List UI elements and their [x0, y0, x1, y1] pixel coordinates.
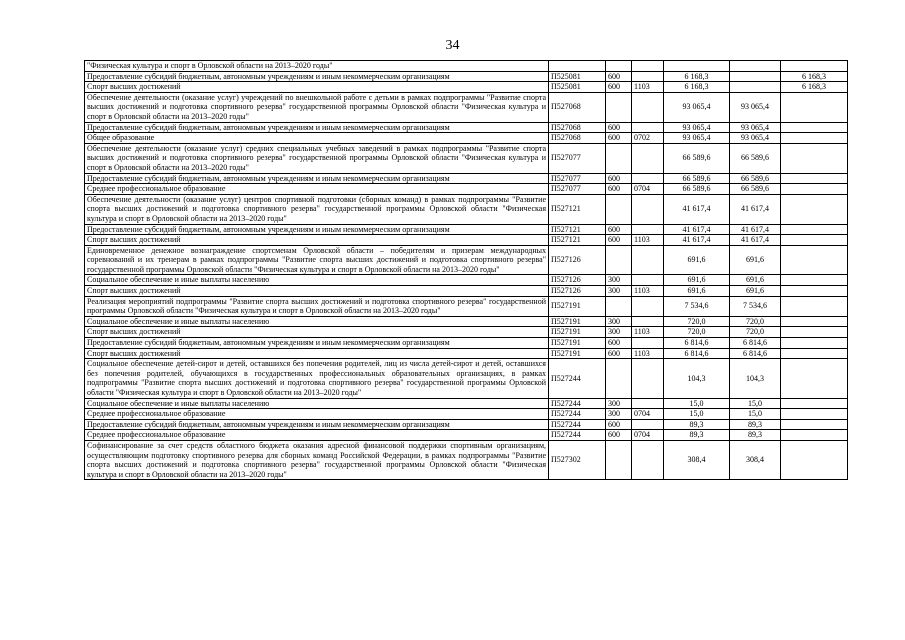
amount-own-funds-cell: 41 617,4: [730, 224, 781, 235]
section-code-cell: 0702: [632, 133, 664, 144]
table-row: [85, 173, 848, 184]
expense-type-cell: 600: [606, 122, 632, 133]
amount-own-funds-cell: 691,6: [730, 286, 781, 297]
amount-own-funds-cell: 7 534,6: [730, 296, 781, 316]
table-row: [85, 275, 848, 286]
target-code-cell: П527121: [549, 235, 606, 246]
amount-federal-funds-cell: [781, 348, 848, 359]
section-code-cell: 0704: [632, 430, 664, 441]
section-code-cell: [632, 398, 664, 409]
amount-total-cell: 93 065,4: [664, 92, 730, 122]
section-code-cell: 1103: [632, 286, 664, 297]
amount-own-funds-cell: 691,6: [730, 245, 781, 275]
row-name-cell: Среднее профессиональное образование: [85, 409, 549, 420]
amount-total-cell: 6 168,3: [664, 71, 730, 82]
amount-total-cell: 15,0: [664, 398, 730, 409]
target-code-cell: П527126: [549, 275, 606, 286]
amount-total-cell: 66 589,6: [664, 143, 730, 173]
amount-federal-funds-cell: [781, 224, 848, 235]
expense-type-cell: 600: [606, 348, 632, 359]
amount-federal-funds-cell: [781, 275, 848, 286]
row-name-cell: Спорт высших достижений: [85, 82, 549, 93]
amount-own-funds-cell: 6 814,6: [730, 338, 781, 349]
table-row: [85, 316, 848, 327]
row-name-cell: Предоставление субсидий бюджетным, автономным учреждениям и иным некоммерческим организациям: [85, 338, 549, 349]
table-row: [85, 430, 848, 441]
amount-total-cell: 15,0: [664, 409, 730, 420]
target-code-cell: П527191: [549, 327, 606, 338]
amount-own-funds-cell: 41 617,4: [730, 235, 781, 246]
amount-total-cell: 7 534,6: [664, 296, 730, 316]
amount-total-cell: 720,0: [664, 327, 730, 338]
amount-federal-funds-cell: [781, 122, 848, 133]
table-row: [85, 235, 848, 246]
target-code-cell: П527068: [549, 92, 606, 122]
row-name-cell: Предоставление субсидий бюджетным, автономным учреждениям и иным некоммерческим организациям: [85, 173, 549, 184]
table-row: [85, 184, 848, 195]
section-code-cell: [632, 194, 664, 224]
amount-federal-funds-cell: [781, 398, 848, 409]
amount-federal-funds-cell: 6 168,3: [781, 82, 848, 93]
expense-type-cell: 300: [606, 409, 632, 420]
amount-federal-funds-cell: [781, 316, 848, 327]
table-row: [85, 338, 848, 349]
amount-federal-funds-cell: [781, 419, 848, 430]
row-name-cell: Среднее профессиональное образование: [85, 184, 549, 195]
row-name-cell: Предоставление субсидий бюджетным, автономным учреждениям и иным некоммерческим организациям: [85, 122, 549, 133]
expense-type-cell: 300: [606, 398, 632, 409]
row-name-cell: Спорт высших достижений: [85, 348, 549, 359]
expense-type-cell: 600: [606, 71, 632, 82]
expense-type-cell: 300: [606, 286, 632, 297]
target-code-cell: П527244: [549, 398, 606, 409]
amount-federal-funds-cell: [781, 338, 848, 349]
amount-total-cell: 720,0: [664, 316, 730, 327]
table-row: [85, 348, 848, 359]
row-name-cell: Софинансирование за счет средств областного бюджета оказания адресной финансовой поддержки спортивным организациям, осуществляющим подготовку спортивного резерва для сборных команд Российской Федерации, в рамках подпрограммы "Развитие спорта высших достижений и подготовка спортивного резерва" государственной программы Орловской области "Физическая культура и спорт в Орловской области на 2013–2020 годы": [85, 440, 549, 479]
amount-own-funds-cell: 15,0: [730, 409, 781, 420]
table-row: [85, 327, 848, 338]
amount-federal-funds-cell: [781, 133, 848, 144]
row-name-cell: Предоставление субсидий бюджетным, автономным учреждениям и иным некоммерческим организациям: [85, 419, 549, 430]
target-code-cell: П527191: [549, 348, 606, 359]
expense-type-cell: [606, 245, 632, 275]
table-row: [85, 419, 848, 430]
section-code-cell: 1103: [632, 348, 664, 359]
budget-table-body: [85, 61, 848, 480]
amount-total-cell: 6 168,3: [664, 82, 730, 93]
amount-total-cell: [664, 61, 730, 72]
table-row: [85, 245, 848, 275]
section-code-cell: [632, 245, 664, 275]
expense-type-cell: 600: [606, 419, 632, 430]
section-code-cell: [632, 359, 664, 398]
expense-type-cell: 600: [606, 133, 632, 144]
target-code-cell: П527068: [549, 122, 606, 133]
amount-own-funds-cell: 89,3: [730, 430, 781, 441]
target-code-cell: П527191: [549, 296, 606, 316]
amount-own-funds-cell: 66 589,6: [730, 173, 781, 184]
amount-total-cell: 66 589,6: [664, 184, 730, 195]
section-code-cell: [632, 173, 664, 184]
section-code-cell: [632, 275, 664, 286]
target-code-cell: П527121: [549, 194, 606, 224]
expense-type-cell: [606, 296, 632, 316]
row-name-cell: Спорт высших достижений: [85, 327, 549, 338]
table-row: [85, 71, 848, 82]
amount-federal-funds-cell: [781, 173, 848, 184]
amount-own-funds-cell: 41 617,4: [730, 194, 781, 224]
amount-federal-funds-cell: [781, 184, 848, 195]
amount-total-cell: 6 814,6: [664, 338, 730, 349]
section-code-cell: 1103: [632, 235, 664, 246]
amount-federal-funds-cell: [781, 296, 848, 316]
table-row: [85, 296, 848, 316]
amount-own-funds-cell: 720,0: [730, 316, 781, 327]
target-code-cell: П527077: [549, 173, 606, 184]
section-code-cell: 1103: [632, 327, 664, 338]
table-row: [85, 398, 848, 409]
target-code-cell: П525081: [549, 82, 606, 93]
target-code-cell: П527126: [549, 286, 606, 297]
table-row: [85, 194, 848, 224]
amount-federal-funds-cell: [781, 194, 848, 224]
amount-federal-funds-cell: [781, 327, 848, 338]
table-row: [85, 440, 848, 479]
amount-federal-funds-cell: [781, 61, 848, 72]
amount-federal-funds-cell: [781, 245, 848, 275]
amount-total-cell: 6 814,6: [664, 348, 730, 359]
target-code-cell: П527244: [549, 419, 606, 430]
section-code-cell: [632, 419, 664, 430]
amount-total-cell: 93 065,4: [664, 122, 730, 133]
target-code-cell: П525081: [549, 71, 606, 82]
row-name-cell: Общее образование: [85, 133, 549, 144]
expense-type-cell: 600: [606, 184, 632, 195]
table-row: [85, 143, 848, 173]
section-code-cell: [632, 224, 664, 235]
target-code-cell: П527302: [549, 440, 606, 479]
target-code-cell: П527191: [549, 316, 606, 327]
table-row: [85, 133, 848, 144]
row-name-cell: Обеспечение деятельности (оказание услуг) учреждений по внешкольной работе с детьми в рамках подпрограммы "Развитие спорта высших достижений и подготовка спортивного резерва" государственной программы Орловской области "Физическая культура и спорт в Орловской области на 2013–2020 годы": [85, 92, 549, 122]
amount-own-funds-cell: [730, 82, 781, 93]
table-row: [85, 224, 848, 235]
target-code-cell: [549, 61, 606, 72]
row-name-cell: Спорт высших достижений: [85, 286, 549, 297]
amount-federal-funds-cell: [781, 430, 848, 441]
table-row: [85, 82, 848, 93]
expense-type-cell: 300: [606, 275, 632, 286]
amount-total-cell: 308,4: [664, 440, 730, 479]
target-code-cell: П527121: [549, 224, 606, 235]
table-row: [85, 61, 848, 72]
section-code-cell: [632, 440, 664, 479]
table-row: [85, 122, 848, 133]
amount-federal-funds-cell: [781, 359, 848, 398]
row-name-cell: Единовременное денежное вознаграждение спортсменам Орловской области – победителям и призерам международных соревнований и их тренерам в рамках подпрограммы "Развитие спорта высших достижений и подготовка спортивного резерва" государственной программы Орловской области "Физическая культура и спорт в Орловской области на 2013–2020 годы": [85, 245, 549, 275]
row-name-cell: Социальное обеспечение детей-сирот и детей, оставшихся без попечения родителей, лиц из числа детей-сирот и детей, оставшихся без попечения родителей, обучающихся в государственных профессиональных образовательных организациях, в рамках подпрограммы "Развитие спорта высших достижений и подготовка спортивного резерва" государственной программы Орловской области "Физическая культура и спорт в Орловской области на 2013–2020 годы": [85, 359, 549, 398]
row-name-cell: Среднее профессиональное образование: [85, 430, 549, 441]
section-code-cell: [632, 338, 664, 349]
amount-total-cell: 89,3: [664, 430, 730, 441]
section-code-cell: [632, 316, 664, 327]
expense-type-cell: 600: [606, 173, 632, 184]
amount-total-cell: 89,3: [664, 419, 730, 430]
row-name-cell: Спорт высших достижений: [85, 235, 549, 246]
amount-total-cell: 691,6: [664, 286, 730, 297]
expense-type-cell: 600: [606, 235, 632, 246]
amount-federal-funds-cell: 6 168,3: [781, 71, 848, 82]
amount-own-funds-cell: 89,3: [730, 419, 781, 430]
amount-own-funds-cell: 6 814,6: [730, 348, 781, 359]
section-code-cell: [632, 122, 664, 133]
amount-own-funds-cell: [730, 71, 781, 82]
table-row: [85, 286, 848, 297]
amount-own-funds-cell: 104,3: [730, 359, 781, 398]
target-code-cell: П527126: [549, 245, 606, 275]
amount-total-cell: 104,3: [664, 359, 730, 398]
expense-type-cell: 300: [606, 316, 632, 327]
amount-total-cell: 66 589,6: [664, 173, 730, 184]
amount-federal-funds-cell: [781, 143, 848, 173]
expense-type-cell: [606, 440, 632, 479]
amount-total-cell: 93 065,4: [664, 133, 730, 144]
section-code-cell: [632, 143, 664, 173]
row-name-cell: Обеспечение деятельности (оказание услуг) средних специальных учебных заведений в рамках подпрограммы "Развитие спорта высших достижений и подготовка спортивного резерва" государственной программы Орловской области "Физическая культура и спорт в Орловской области на 2013–2020 годы": [85, 143, 549, 173]
budget-table: [84, 60, 848, 480]
amount-total-cell: 691,6: [664, 275, 730, 286]
section-code-cell: 1103: [632, 82, 664, 93]
amount-own-funds-cell: 720,0: [730, 327, 781, 338]
amount-federal-funds-cell: [781, 92, 848, 122]
section-code-cell: [632, 61, 664, 72]
expense-type-cell: 300: [606, 327, 632, 338]
expense-type-cell: [606, 359, 632, 398]
row-name-cell: Обеспечение деятельности (оказание услуг) центров спортивной подготовки (сборных команд) в рамках подпрограммы "Развитие спорта высших достижений и подготовка спортивного резерва" государственной программы Орловской области "Физическая культура и спорт в Орловской области на 2013–2020 годы": [85, 194, 549, 224]
row-name-cell: Социальное обеспечение и иные выплаты населению: [85, 316, 549, 327]
amount-total-cell: 41 617,4: [664, 224, 730, 235]
section-code-cell: [632, 71, 664, 82]
expense-type-cell: [606, 143, 632, 173]
table-row: [85, 92, 848, 122]
target-code-cell: П527244: [549, 430, 606, 441]
row-name-cell: Предоставление субсидий бюджетным, автономным учреждениям и иным некоммерческим организациям: [85, 71, 549, 82]
expense-type-cell: [606, 61, 632, 72]
amount-own-funds-cell: 66 589,6: [730, 184, 781, 195]
row-name-cell: Предоставление субсидий бюджетным, автономным учреждениям и иным некоммерческим организациям: [85, 224, 549, 235]
expense-type-cell: 600: [606, 224, 632, 235]
section-code-cell: 0704: [632, 409, 664, 420]
amount-federal-funds-cell: [781, 286, 848, 297]
row-name-cell: Социальное обеспечение и иные выплаты населению: [85, 275, 549, 286]
amount-own-funds-cell: 66 589,6: [730, 143, 781, 173]
amount-own-funds-cell: [730, 61, 781, 72]
row-name-cell: Социальное обеспечение и иные выплаты населению: [85, 398, 549, 409]
section-code-cell: 0704: [632, 184, 664, 195]
target-code-cell: П527244: [549, 359, 606, 398]
amount-own-funds-cell: 93 065,4: [730, 122, 781, 133]
target-code-cell: П527191: [549, 338, 606, 349]
amount-own-funds-cell: 691,6: [730, 275, 781, 286]
section-code-cell: [632, 296, 664, 316]
amount-federal-funds-cell: [781, 409, 848, 420]
amount-own-funds-cell: 15,0: [730, 398, 781, 409]
amount-total-cell: 41 617,4: [664, 194, 730, 224]
target-code-cell: П527077: [549, 184, 606, 195]
amount-own-funds-cell: 308,4: [730, 440, 781, 479]
amount-total-cell: 41 617,4: [664, 235, 730, 246]
target-code-cell: П527244: [549, 409, 606, 420]
amount-own-funds-cell: 93 065,4: [730, 92, 781, 122]
table-row: [85, 409, 848, 420]
expense-type-cell: 600: [606, 430, 632, 441]
target-code-cell: П527068: [549, 133, 606, 144]
expense-type-cell: [606, 92, 632, 122]
target-code-cell: П527077: [549, 143, 606, 173]
table-row: [85, 359, 848, 398]
expense-type-cell: [606, 194, 632, 224]
amount-total-cell: 691,6: [664, 245, 730, 275]
row-name-cell: Реализация мероприятий подпрограммы "Развитие спорта высших достижений и подготовка спортивного резерва" государственной программы Орловской области "Физическая культура и спорт в Орловской области на 2013–2020 годы": [85, 296, 549, 316]
expense-type-cell: 600: [606, 338, 632, 349]
amount-federal-funds-cell: [781, 235, 848, 246]
amount-own-funds-cell: 93 065,4: [730, 133, 781, 144]
page-number: 34: [445, 38, 460, 53]
row-name-cell: "Физическая культура и спорт в Орловской области на 2013–2020 годы": [85, 61, 549, 72]
amount-federal-funds-cell: [781, 440, 848, 479]
expense-type-cell: 600: [606, 82, 632, 93]
section-code-cell: [632, 92, 664, 122]
